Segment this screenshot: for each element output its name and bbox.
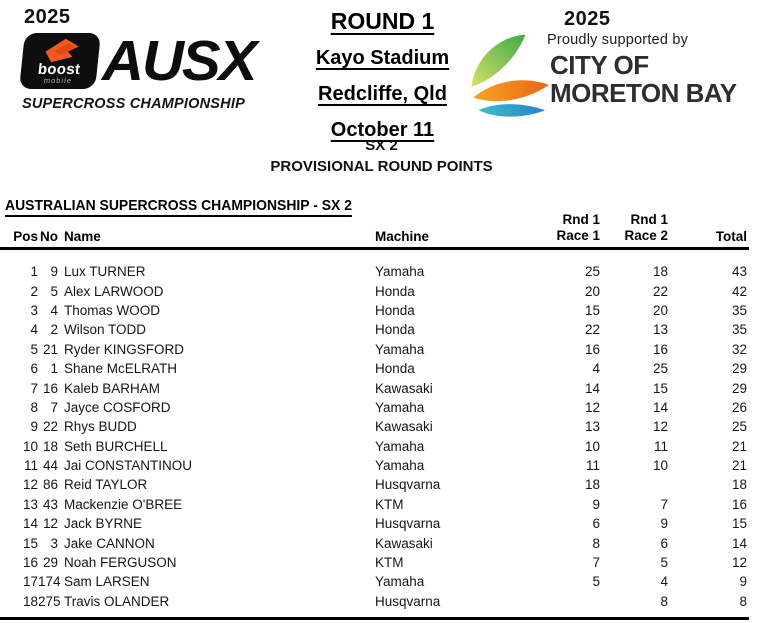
cell-name: Sam LARSEN xyxy=(64,574,150,590)
table-row xyxy=(0,495,749,514)
cell-pos: 5 xyxy=(30,341,38,357)
cell-race2: 14 xyxy=(652,399,668,415)
event-date: October 11 xyxy=(330,119,435,141)
cell-race2: 15 xyxy=(652,380,668,396)
table-row xyxy=(0,281,749,300)
cell-machine: Kawasaki xyxy=(375,535,433,551)
cell-machine: Yamaha xyxy=(375,399,425,415)
table-bottom-rule xyxy=(0,617,749,620)
cell-no: 9 xyxy=(50,264,58,280)
cell-pos: 14 xyxy=(22,516,38,532)
cell-name: Shane McELRATH xyxy=(64,361,178,377)
table-row xyxy=(0,572,749,591)
cell-pos: 15 xyxy=(22,535,38,551)
cell-machine: Yamaha xyxy=(375,458,425,474)
table-row xyxy=(0,417,749,436)
cell-machine: Yamaha xyxy=(375,438,425,454)
cell-pos: 2 xyxy=(30,283,38,299)
col-header-no: No xyxy=(40,229,58,244)
table-row xyxy=(0,398,749,417)
event-round: ROUND 1 xyxy=(330,8,435,34)
cell-name: Rhys BUDD xyxy=(64,419,137,435)
col-header-race1 xyxy=(525,212,602,244)
cell-no: 5 xyxy=(50,283,58,299)
cell-machine: Honda xyxy=(375,302,415,318)
cell-no: 22 xyxy=(42,419,58,435)
document-title: PROVISIONAL ROUND POINTS xyxy=(270,158,493,175)
series-year: 2025 xyxy=(24,6,71,28)
cell-name: Jayce COSFORD xyxy=(64,399,171,415)
cell-total: 12 xyxy=(731,555,747,571)
event-venue: Kayo Stadium xyxy=(315,47,450,69)
cell-machine: Kawasaki xyxy=(375,419,433,435)
cell-name: Noah FERGUSON xyxy=(64,555,177,571)
col-header-total: Total xyxy=(715,229,747,244)
cell-race1: 18 xyxy=(584,477,600,493)
cell-race2: 25 xyxy=(652,361,668,377)
table-row xyxy=(0,553,749,572)
cell-race1: 7 xyxy=(592,555,600,571)
cell-no: 44 xyxy=(42,458,58,474)
col-header-race2 xyxy=(602,212,670,244)
cell-race1: 6 xyxy=(592,516,600,532)
col-header-pos: Pos xyxy=(13,229,38,244)
cell-total: 29 xyxy=(731,361,747,377)
cell-race1: 4 xyxy=(592,361,600,377)
cell-race2: 6 xyxy=(660,535,668,551)
cell-no: 174 xyxy=(38,574,61,590)
cell-race1: 5 xyxy=(592,574,600,590)
cell-name: Ryder KINGSFORD xyxy=(64,341,185,357)
cell-pos: 7 xyxy=(30,380,38,396)
col-header-race1-bottom: Race 1 xyxy=(556,228,600,243)
cell-no: 7 xyxy=(50,399,58,415)
cell-race1: 20 xyxy=(584,283,600,299)
cell-pos: 17 xyxy=(22,574,38,590)
boost-swoosh-icon xyxy=(41,37,82,63)
cell-race2: 13 xyxy=(652,322,668,338)
cell-race2: 8 xyxy=(660,593,668,609)
table-row xyxy=(0,475,749,494)
cell-race2: 16 xyxy=(652,341,668,357)
cell-total: 26 xyxy=(731,399,747,415)
cell-pos: 3 xyxy=(30,302,38,318)
cell-name: Alex LARWOOD xyxy=(64,283,164,299)
cell-name: Kaleb BARHAM xyxy=(64,380,161,396)
supporter-block xyxy=(466,6,761,121)
cell-pos: 11 xyxy=(23,458,38,474)
cell-total: 16 xyxy=(731,496,747,512)
table-row xyxy=(0,320,749,339)
cell-machine: KTM xyxy=(375,555,404,571)
cell-race2: 4 xyxy=(660,574,668,590)
cell-total: 32 xyxy=(731,341,747,357)
cell-race1: 15 xyxy=(584,302,600,318)
cell-name: Jake CANNON xyxy=(64,535,155,551)
cell-race1: 8 xyxy=(592,535,600,551)
cell-machine: Yamaha xyxy=(375,574,425,590)
cell-machine: Honda xyxy=(375,283,415,299)
cell-name: Lux TURNER xyxy=(64,264,146,280)
cell-name: Jack BYRNE xyxy=(64,516,143,532)
table-row xyxy=(0,592,749,611)
cell-no: 21 xyxy=(42,341,58,357)
moreton-bay-leaf-icon xyxy=(466,31,556,121)
cell-pos: 8 xyxy=(30,399,38,415)
cell-total: 29 xyxy=(731,380,747,396)
series-logo-block xyxy=(22,6,267,112)
cell-race1: 12 xyxy=(584,399,600,415)
series-subtitle: SUPERCROSS CHAMPIONSHIP xyxy=(22,96,245,112)
cell-total: 42 xyxy=(731,283,747,299)
table-row xyxy=(0,437,749,456)
cell-race2: 7 xyxy=(660,496,668,512)
city-line2: MORETON BAY xyxy=(550,78,737,108)
table-header-row xyxy=(0,205,749,250)
city-of-moreton-bay-wordmark xyxy=(550,51,737,107)
cell-name: Jai CONSTANTINOU xyxy=(64,458,193,474)
cell-race2: 5 xyxy=(660,555,668,571)
cell-total: 14 xyxy=(731,535,747,551)
cell-no: 1 xyxy=(50,361,58,377)
cell-machine: Yamaha xyxy=(375,264,425,280)
cell-name: Wilson TODD xyxy=(64,322,147,338)
class-name: SX 2 xyxy=(365,137,398,154)
cell-total: 25 xyxy=(731,419,747,435)
boost-wordmark: boost xyxy=(37,61,82,78)
cell-total: 43 xyxy=(731,264,747,280)
cell-machine: Yamaha xyxy=(375,341,425,357)
cell-pos: 4 xyxy=(30,322,38,338)
cell-pos: 18 xyxy=(22,593,38,609)
cell-race1: 25 xyxy=(584,264,600,280)
cell-no: 43 xyxy=(42,496,58,512)
event-details xyxy=(270,8,495,155)
boost-sub-label: mobile xyxy=(43,76,73,85)
cell-pos: 10 xyxy=(22,438,38,454)
table-row xyxy=(0,456,749,475)
cell-total: 35 xyxy=(731,322,747,338)
cell-no: 18 xyxy=(42,438,58,454)
cell-name: Reid TAYLOR xyxy=(64,477,148,493)
cell-pos: 1 xyxy=(30,264,38,280)
cell-name: Seth BURCHELL xyxy=(64,438,168,454)
cell-name: Travis OLANDER xyxy=(64,593,170,609)
table-section-title: AUSTRALIAN SUPERCROSS CHAMPIONSHIP - SX 2 xyxy=(5,197,352,217)
cell-machine: Husqvarna xyxy=(375,593,441,609)
cell-pos: 16 xyxy=(22,555,38,571)
city-line1: CITY OF xyxy=(550,50,649,80)
cell-race2: 9 xyxy=(660,516,668,532)
table-row xyxy=(0,262,749,281)
table-row xyxy=(0,533,749,552)
cell-race1: 11 xyxy=(585,458,600,474)
supporter-year: 2025 xyxy=(564,8,611,30)
table-row xyxy=(0,378,749,397)
col-header-name: Name xyxy=(64,229,101,244)
cell-no: 12 xyxy=(42,516,58,532)
cell-name: Thomas WOOD xyxy=(64,302,161,318)
series-logo-row xyxy=(22,28,267,93)
cell-total: 21 xyxy=(731,458,747,474)
cell-total: 21 xyxy=(731,438,747,454)
cell-machine: Husqvarna xyxy=(375,477,441,493)
cell-race1: 22 xyxy=(584,322,600,338)
cell-race1: 16 xyxy=(584,341,600,357)
cell-total: 9 xyxy=(739,574,747,590)
cell-pos: 9 xyxy=(30,419,38,435)
event-location: Redcliffe, Qld xyxy=(318,83,447,105)
cell-race1: 13 xyxy=(584,419,600,435)
cell-name: Mackenzie O'BREE xyxy=(64,496,183,512)
cell-no: 29 xyxy=(42,555,58,571)
supported-by-label: Proudly supported by xyxy=(547,32,689,48)
cell-machine: KTM xyxy=(375,496,404,512)
cell-race2: 22 xyxy=(652,283,668,299)
cell-pos: 13 xyxy=(22,496,38,512)
table-row xyxy=(0,514,749,533)
table-row xyxy=(0,301,749,320)
cell-race1: 9 xyxy=(592,496,600,512)
cell-no: 86 xyxy=(42,477,58,493)
cell-machine: Husqvarna xyxy=(375,516,441,532)
cell-total: 15 xyxy=(731,516,747,532)
cell-no: 3 xyxy=(50,535,58,551)
col-header-race2-top: Rnd 1 xyxy=(630,212,668,227)
cell-race2: 11 xyxy=(653,438,668,454)
cell-race2: 10 xyxy=(652,458,668,474)
boost-mobile-logo xyxy=(19,33,101,89)
cell-race2: 12 xyxy=(652,419,668,435)
cell-race1: 14 xyxy=(584,380,600,396)
document-title-block xyxy=(0,137,763,175)
cell-no: 275 xyxy=(38,593,61,609)
cell-machine: Kawasaki xyxy=(375,380,433,396)
cell-machine: Honda xyxy=(375,322,415,338)
cell-race2: 20 xyxy=(652,302,668,318)
cell-total: 8 xyxy=(739,593,747,609)
cell-pos: 6 xyxy=(30,361,38,377)
ausx-wordmark: AUSX xyxy=(102,28,256,93)
col-header-machine: Machine xyxy=(375,229,430,244)
cell-race2: 18 xyxy=(652,264,668,280)
cell-machine: Honda xyxy=(375,361,415,377)
table-row xyxy=(0,359,749,378)
col-header-race1-top: Rnd 1 xyxy=(562,212,600,227)
cell-no: 2 xyxy=(50,322,58,338)
col-header-race2-bottom: Race 2 xyxy=(624,228,668,243)
results-rows xyxy=(0,262,749,611)
cell-pos: 12 xyxy=(22,477,38,493)
table-row xyxy=(0,340,749,359)
cell-no: 16 xyxy=(42,380,58,396)
cell-total: 18 xyxy=(731,477,747,493)
cell-race1: 10 xyxy=(584,438,600,454)
cell-total: 35 xyxy=(731,302,747,318)
cell-no: 4 xyxy=(50,302,58,318)
